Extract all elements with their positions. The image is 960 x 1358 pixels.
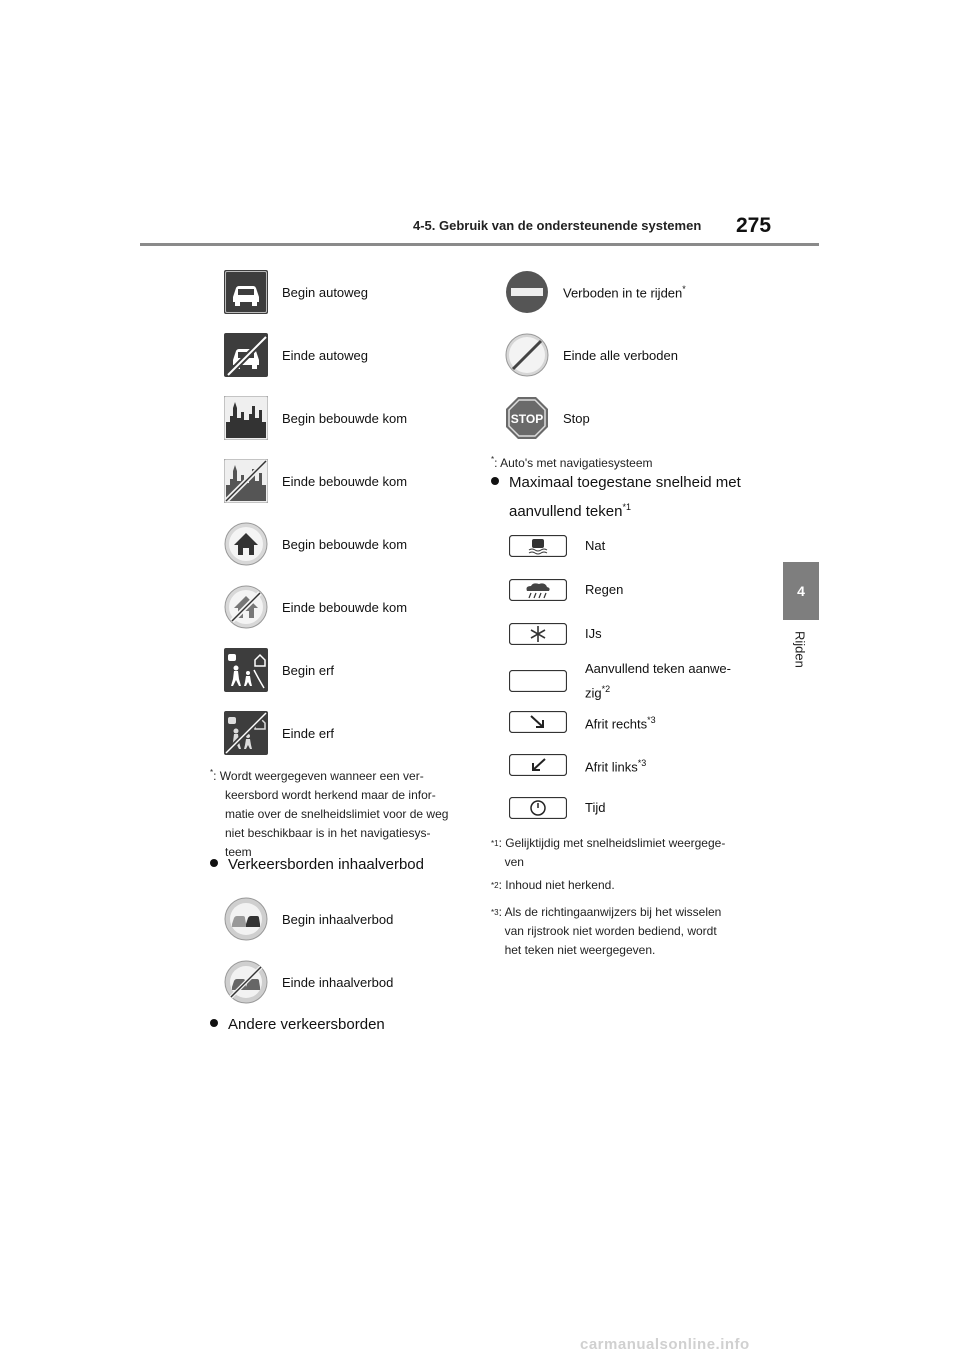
blank-panel-icon [509, 670, 567, 692]
motorway-start-icon [224, 270, 268, 314]
heading-text: Andere verkeersborden [228, 1016, 385, 1033]
sign-row [224, 393, 407, 443]
page-number: 275 [736, 214, 772, 237]
sign-label: Verboden in te rijden* [563, 283, 686, 301]
panel-label: IJs [585, 626, 602, 641]
section-heading: Maximaal toegestane snelheid met aanvullend teken$^{*1}$ [491, 471, 761, 524]
panel-row [509, 524, 605, 568]
footnote-mark: * [491, 455, 495, 464]
footnote-text: : Auto's met navigatiesysteem [494, 456, 653, 470]
snowflake-icon [509, 623, 567, 645]
section-heading [210, 853, 424, 877]
footnote-text: niet beschikbaar is in het navigatiesys- [225, 826, 431, 840]
sign-label: Einde bebouwde kom [282, 473, 408, 489]
heading-text: Verkeersborden inhaalverbod [228, 856, 424, 873]
sign-label: Begin bebouwde kom [282, 410, 408, 426]
wet-road-icon [509, 535, 567, 557]
section-title: 4-5. Gebruik van de ondersteunende systemen [413, 218, 702, 233]
bullet-icon [210, 1019, 218, 1027]
sign-row [224, 582, 407, 632]
sign-row [224, 708, 334, 758]
panel-row [509, 568, 623, 612]
no-overtaking-end-icon [224, 960, 268, 1004]
sign-row [505, 393, 590, 443]
watermark: carmanualsonline.info [580, 1336, 750, 1353]
footnote: $^{*2}$ : Inhoud niet herkend. [491, 878, 615, 892]
exit-left-arrow-icon [509, 754, 567, 776]
footnote: $^{*1}$ : Gelijktijdig met snelheidslimiet weergege- ven [491, 836, 726, 869]
footnote-text: matie over de snelheidslimiet voor de weg [225, 807, 449, 821]
city-skyline-end-icon [224, 459, 268, 503]
panel-row [509, 612, 602, 656]
footnote: $^{*3}$ : Als de richtingaanwijzers bij het wisselen van rijstrook niet worden bediend, wordt het teken niet weergegeven. [491, 905, 722, 957]
panel-label: Regen [585, 582, 624, 597]
bullet-icon [210, 859, 218, 867]
clock-icon [509, 797, 567, 819]
sign-label: Einde bebouwde kom [282, 599, 408, 615]
footnote-mark: * [210, 768, 214, 777]
sign-label: Einde erf [282, 725, 335, 741]
end-all-restrictions-icon [505, 333, 549, 377]
panel-label: Afrit links$^{*3}$ [585, 757, 647, 775]
no-entry-icon [505, 270, 549, 314]
stop-sign-text: STOP [510, 412, 544, 426]
section-heading [210, 1013, 385, 1037]
sign-label: Begin erf [282, 662, 335, 678]
sign-row [224, 894, 393, 944]
chapter-label: Rijden [792, 631, 808, 668]
chapter-tab[interactable] [783, 562, 819, 620]
sign-label: Begin bebouwde kom [282, 536, 408, 552]
sign-row [224, 957, 393, 1007]
header-divider [140, 243, 819, 246]
rain-cloud-icon [509, 579, 567, 601]
sign-row [505, 267, 686, 317]
panel-label: Tijd [585, 800, 606, 815]
residential-zone-icon [224, 648, 268, 692]
sign-label: Einde inhaalverbod [282, 974, 394, 990]
footnote [491, 450, 653, 473]
panel-label: Aanvullend teken aanwe- zig$^{*2}$ [585, 660, 731, 701]
panel-row [509, 700, 656, 744]
stop-sign-icon [505, 396, 549, 440]
sign-row [224, 456, 407, 506]
sign-row [224, 645, 334, 695]
sign-label: Stop [563, 410, 590, 426]
footnote-text: : Wordt weergegeven wanneer een ver- [213, 769, 424, 783]
footnote-text: teem [225, 845, 252, 859]
residential-zone-end-icon [224, 711, 268, 755]
no-overtaking-icon [224, 897, 268, 941]
house-icon [224, 522, 268, 566]
panel-row [509, 743, 646, 787]
house-end-icon [224, 585, 268, 629]
footnote-list [491, 834, 756, 960]
heading-text: Maximaal toegestane snelheid met [509, 474, 741, 491]
footnote-text: keersbord wordt herkend maar de infor- [225, 788, 436, 802]
sign-row [224, 267, 368, 317]
sign-row [224, 519, 407, 569]
sign-row [224, 330, 368, 380]
exit-right-arrow-icon [509, 711, 567, 733]
panel-row [509, 786, 605, 830]
heading-text: aanvullend teken [509, 503, 623, 520]
motorway-end-icon [224, 333, 268, 377]
sign-label: Begin autoweg [282, 284, 369, 300]
panel-label: Nat [585, 538, 606, 553]
sign-label: Einde autoweg [282, 347, 369, 363]
panel-label: Afrit rechts$^{*3}$ [585, 714, 656, 732]
chapter-number: 4 [797, 583, 805, 599]
city-skyline-icon [224, 396, 268, 440]
sign-label: Begin inhaalverbod [282, 911, 394, 927]
sign-label: Einde alle verboden [563, 347, 678, 363]
bullet-icon [491, 477, 499, 485]
footnote [210, 763, 465, 862]
sign-row [505, 330, 678, 380]
